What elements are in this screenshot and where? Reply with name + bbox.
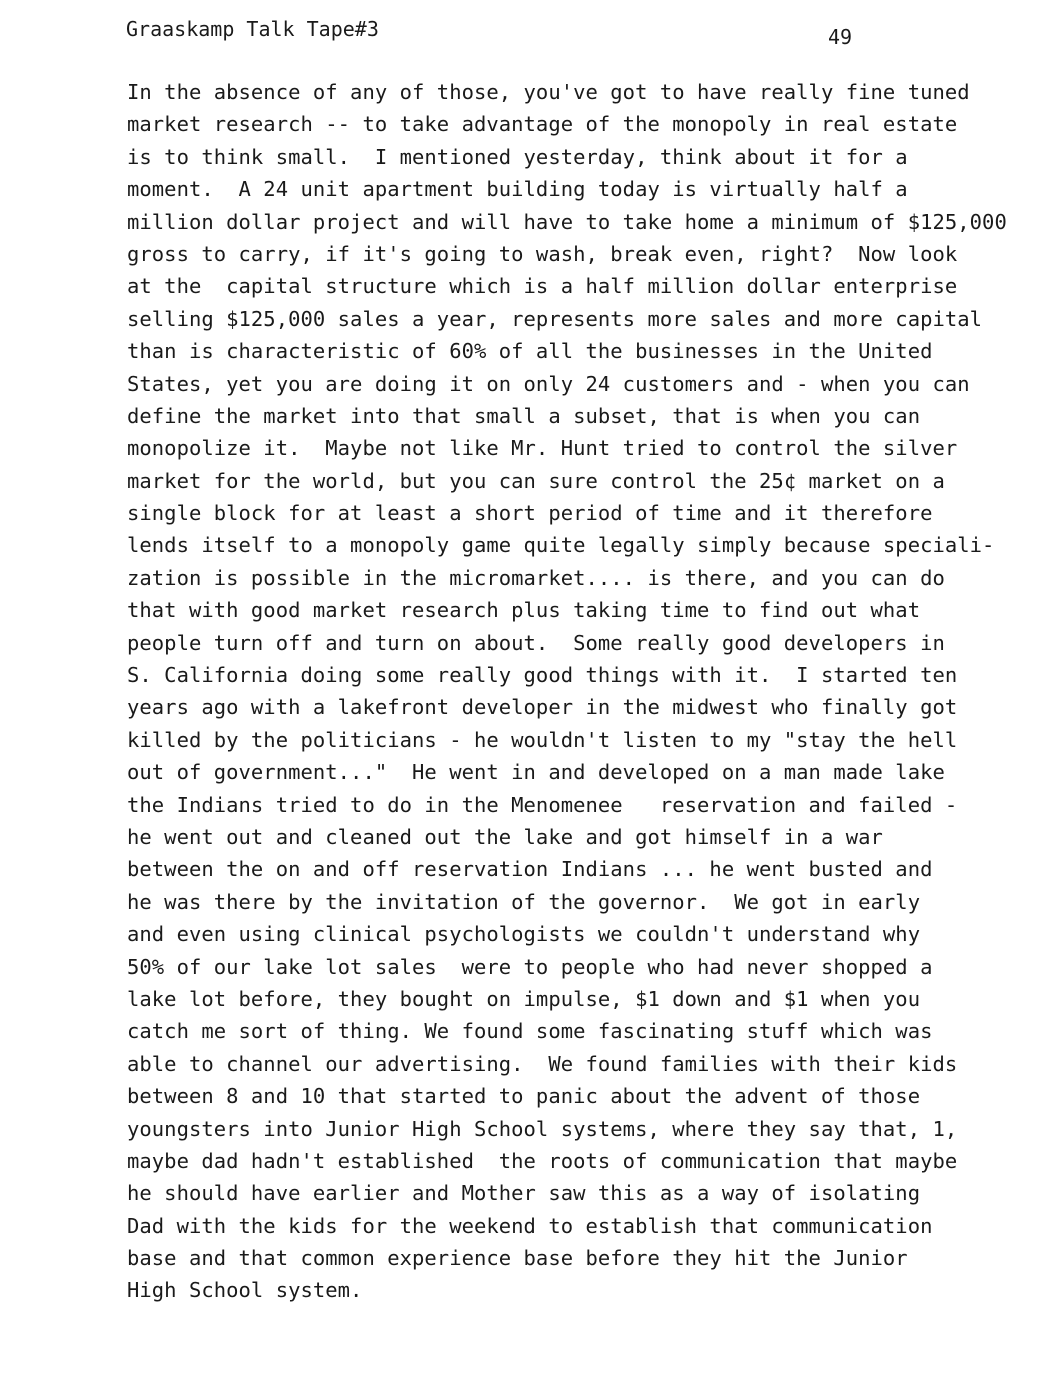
text-line: out of government..." He went in and developed on a man made lake — [127, 760, 945, 785]
text-line: zation is possible in the micromarket.... is there, and you can do — [127, 565, 945, 590]
text-line: lends itself to a monopoly game quite legally simply because speciali- — [127, 533, 995, 558]
text-line: he went out and cleaned out the lake and got himself in a war — [127, 824, 883, 849]
body-text — [127, 76, 1057, 1307]
text-line: maybe dad hadn't established the roots of communication that maybe — [127, 1148, 958, 1173]
text-line: market for the world, but you can sure control the 25¢ market on a — [127, 468, 945, 493]
text-line: define the market into that small a subset, that is when you can — [127, 403, 921, 428]
text-line: years ago with a lakefront developer in the midwest who finally got — [127, 695, 958, 720]
text-line: he should have earlier and Mother saw this as a way of isolating — [127, 1181, 921, 1206]
text-line: able to channel our advertising. We found families with their kids — [127, 1051, 958, 1076]
text-line: killed by the politicians - he wouldn't listen to my "stay the hell — [127, 727, 958, 752]
text-line: is to think small. I mentioned yesterday, think about it for a — [127, 144, 908, 169]
text-line: between 8 and 10 that started to panic about the advent of those — [127, 1084, 921, 1109]
page-number: 49 — [828, 25, 853, 49]
text-line: than is characteristic of 60% of all the businesses in the United — [127, 339, 933, 364]
text-line: catch me sort of thing. We found some fascinating stuff which was — [127, 1019, 933, 1044]
text-line: gross to carry, if it's going to wash, break even, right? Now look — [127, 241, 958, 266]
text-line: monopolize it. Maybe not like Mr. Hunt tried to control the silver — [127, 436, 958, 461]
text-line: lake lot before, they bought on impulse, $1 down and $1 when you — [127, 986, 921, 1011]
text-line: moment. A 24 unit apartment building today is virtually half a — [127, 177, 908, 202]
text-line: between the on and off reservation Indians ... he went busted and — [127, 857, 933, 882]
text-line: selling $125,000 sales a year, represents more sales and more capital — [127, 306, 983, 331]
text-line: at the capital structure which is a half million dollar enterprise — [127, 274, 958, 299]
text-line: that with good market research plus taking time to find out what — [127, 598, 921, 623]
text-line: Dad with the kids for the weekend to establish that communication — [127, 1213, 933, 1238]
text-line: In the absence of any of those, you've got to have really fine tuned — [127, 80, 970, 104]
header-title: Graaskamp Talk Tape#3 — [126, 17, 379, 41]
text-line: base and that common experience base before they hit the Junior — [127, 1246, 908, 1271]
text-line: people turn off and turn on about. Some really good developers in — [127, 630, 945, 655]
text-line: States, yet you are doing it on only 24 customers and - when you can — [127, 371, 970, 396]
text-line: S. California doing some really good things with it. I started ten — [127, 663, 958, 688]
text-line: single block for at least a short period of time and it therefore — [127, 501, 933, 526]
text-line: he was there by the invitation of the governor. We got in early — [127, 889, 921, 914]
text-line: the Indians tried to do in the Menomenee reservation and failed - — [127, 792, 958, 817]
text-line: youngsters into Junior High School systems, where they say that, 1, — [127, 1116, 958, 1141]
text-line: High School system. — [127, 1278, 363, 1303]
text-line: and even using clinical psychologists we couldn't understand why — [127, 922, 921, 947]
text-line: million dollar project and will have to take home a minimum of $125,000 — [127, 209, 1007, 234]
text-line: 50% of our lake lot sales were to people who had never shopped a — [127, 954, 933, 979]
text-line: market research -- to take advantage of the monopoly in real estate — [127, 112, 958, 137]
